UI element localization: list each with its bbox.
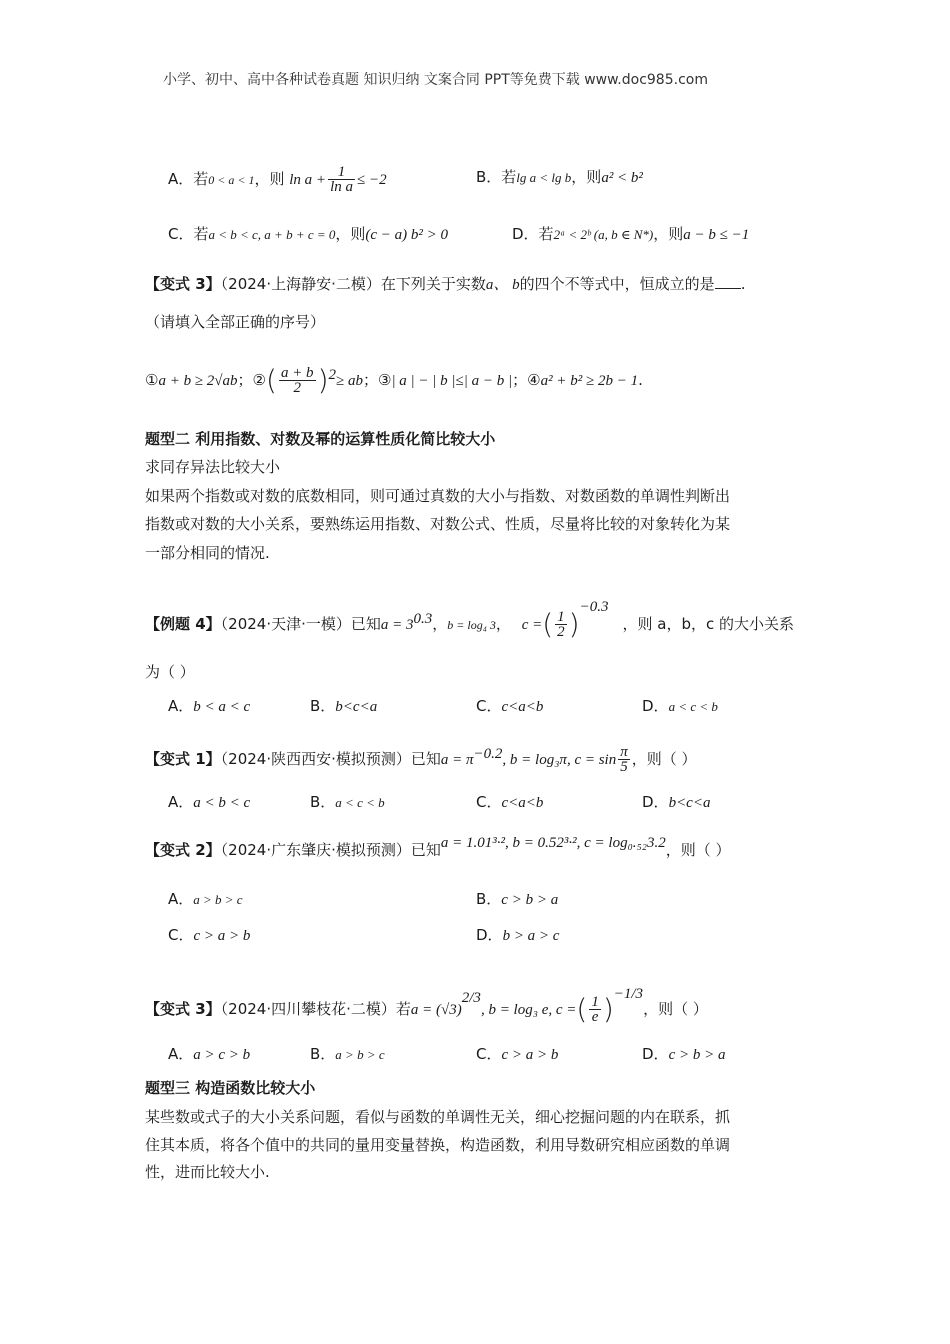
paren-open: ( xyxy=(576,992,588,1026)
expression-2: , b = log₃π, c = sin xyxy=(502,752,617,768)
a-exponent: 2/3 xyxy=(461,990,481,1006)
source: （2024·天津·一模） xyxy=(220,615,351,633)
variant3a-items xyxy=(145,365,643,395)
frac-num: 1 xyxy=(557,609,565,625)
condition: lg a < lg b xyxy=(516,170,572,185)
separator: ；② xyxy=(237,371,266,389)
option-label: A． xyxy=(168,890,194,908)
example4-line1 xyxy=(145,597,794,639)
variant1-line1 xyxy=(145,744,697,774)
paren-close: ) xyxy=(317,363,329,397)
separator: ；④ xyxy=(512,371,541,389)
item-3: | a | − | b |≤| a − b | xyxy=(391,373,513,389)
option-label: A． xyxy=(168,697,194,715)
expression: a = 1.01³·², b = 0.52³·², c = log₀.₅₂3.2 xyxy=(440,835,666,851)
fraction xyxy=(618,745,630,774)
option-text: a < c < b xyxy=(668,699,718,714)
section-3-para-3: 性，进而比较大小. xyxy=(145,1163,270,1181)
option-label: C． xyxy=(476,697,502,715)
c-fraction xyxy=(589,995,601,1024)
item-1-label: ① xyxy=(145,371,159,389)
end-period: . xyxy=(638,371,643,389)
option-C-prev xyxy=(168,224,448,245)
variant-label: 【变式 3】 xyxy=(145,1000,221,1018)
option-label: C． xyxy=(476,793,502,811)
c-fraction xyxy=(555,610,567,639)
option-text: a < c < b xyxy=(335,795,385,810)
variant2-option-B[interactable] xyxy=(476,889,558,910)
then-text: ，则 xyxy=(653,225,684,243)
option-text: a > c > b xyxy=(193,1047,251,1063)
option-text: c<a<b xyxy=(501,795,544,811)
question-text: 已知 xyxy=(410,750,441,768)
c-exponent: −0.3 xyxy=(579,599,609,615)
option-B-prev xyxy=(476,167,643,188)
period: . xyxy=(740,275,746,293)
option-label: B． xyxy=(310,697,336,715)
variant3b-option-C[interactable] xyxy=(476,1044,558,1065)
frac-den: 5 xyxy=(620,759,628,775)
bc-expression: , b = log₃ e, c = xyxy=(480,1002,577,1018)
option-D-prev xyxy=(512,224,749,245)
variant-label: 【变式 3】 xyxy=(145,275,221,293)
paren-open: ( xyxy=(542,607,554,641)
variables: a、 b xyxy=(485,277,520,293)
option-label: C．若 xyxy=(168,225,209,243)
source: （2024·陕西西安·模拟预测） xyxy=(220,750,411,768)
variant3b-option-D[interactable] xyxy=(642,1044,725,1065)
frac-num: 1 xyxy=(328,165,355,180)
b-definition: b = log₄ 3 xyxy=(447,618,496,632)
variant3a-line1 xyxy=(145,274,745,295)
separator: ， xyxy=(495,615,511,633)
fraction xyxy=(328,165,355,194)
a-definition: a = 3 xyxy=(380,617,414,633)
frac-den: ln a xyxy=(330,179,353,195)
variant1-option-D[interactable] xyxy=(642,792,710,813)
frac-den: 2 xyxy=(557,624,565,640)
frac-num: 1 xyxy=(591,994,599,1010)
exponent: −0.2 xyxy=(473,746,503,762)
question-text: 在下列关于实数 xyxy=(380,275,486,293)
expression: a² < b² xyxy=(601,170,643,186)
example4-option-C[interactable] xyxy=(476,696,543,717)
example4-line2: 为（ ） xyxy=(145,663,195,681)
variant2-option-C[interactable] xyxy=(168,925,250,946)
option-text: c > a > b xyxy=(193,928,251,944)
option-text: c > b > a xyxy=(501,892,559,908)
page-header: 小学、初中、高中各种试卷真题 知识归纳 文案合同 PPT等免费下载 www.doc985.com xyxy=(163,72,708,88)
question-text-2: ，则（ ） xyxy=(665,841,731,859)
example-label: 【例题 4】 xyxy=(145,615,221,633)
variant-label: 【变式 1】 xyxy=(145,750,221,768)
example4-option-A[interactable] xyxy=(168,696,250,717)
option-text: a > b > c xyxy=(335,1047,385,1062)
variant1-option-B[interactable] xyxy=(310,792,385,813)
frac-num: π xyxy=(620,744,628,760)
paren-close: ) xyxy=(568,607,580,641)
a-expression: a = (√3) xyxy=(410,1002,462,1018)
option-label: D． xyxy=(642,1045,669,1063)
item-2-fraction xyxy=(279,366,316,395)
section-2-subtitle: 求同存异法比较大小 xyxy=(145,458,281,476)
option-text: c > b > a xyxy=(668,1047,726,1063)
paren-close: ) xyxy=(602,992,614,1026)
separator: ， xyxy=(432,615,448,633)
option-text: b<c<a xyxy=(335,699,378,715)
question-text: 已知 xyxy=(410,841,441,859)
option-text: b < a < c xyxy=(193,699,251,715)
c-exponent: −1/3 xyxy=(613,986,644,1002)
frac-num: a + b xyxy=(280,365,314,381)
example4-option-D[interactable] xyxy=(642,696,718,717)
option-label: B． xyxy=(310,793,336,811)
expr-rhs: ≤ −2 xyxy=(356,172,387,188)
option-text: b<c<a xyxy=(668,795,711,811)
option-label: D． xyxy=(642,793,669,811)
option-label: B． xyxy=(310,1045,336,1063)
a-exponent: 0.3 xyxy=(413,611,433,627)
option-label: A．若 xyxy=(168,170,209,188)
answer-blank xyxy=(715,288,741,289)
option-text: a < b < c xyxy=(193,795,251,811)
variant-label: 【变式 2】 xyxy=(145,841,221,859)
variant2-option-D[interactable] xyxy=(476,925,559,946)
condition: 0 < a < 1 xyxy=(208,173,255,187)
variant2-option-A[interactable] xyxy=(168,889,243,910)
source: （2024·上海静安·二模） xyxy=(220,275,381,293)
question-text: 若 xyxy=(395,1000,411,1018)
then-text: ，则 xyxy=(335,225,366,243)
section-2-title: 题型二 利用指数、对数及幂的运算性质化简比较大小 xyxy=(145,430,496,448)
then-text: ，则 xyxy=(571,168,602,186)
question-text-2: 的四个不等式中，恒成立的是 xyxy=(519,275,715,293)
section-2-para-2: 指数或对数的大小关系，要熟练运用指数、对数公式、性质，尽量将比较的对象转化为某 xyxy=(145,515,731,533)
item-2-rhs: ≥ ab xyxy=(336,373,363,389)
option-text: b > a > c xyxy=(502,928,560,944)
condition: 2ᵃ < 2ᵇ (a, b ∈ N*) xyxy=(553,227,654,242)
option-label: A． xyxy=(168,793,194,811)
variant3b-option-A[interactable] xyxy=(168,1044,250,1065)
variant3b-option-B[interactable] xyxy=(310,1044,385,1065)
source: （2024·四川攀枝花·二模） xyxy=(220,1000,396,1018)
option-label: B． xyxy=(476,890,502,908)
then-text: ，则 xyxy=(254,170,285,188)
section-3-para-2: 住其本质，将各个值中的共同的量用变量替换，构造函数，利用导数研究相应函数的单调 xyxy=(145,1136,731,1154)
option-label: D． xyxy=(642,697,669,715)
variant1-option-C[interactable] xyxy=(476,792,543,813)
variant3b-line1 xyxy=(145,984,708,1024)
variant3a-line2: （请填入全部正确的序号） xyxy=(145,313,326,331)
condition: a < b < c, a + b + c = 0 xyxy=(208,227,336,242)
c-lhs: c = xyxy=(521,617,543,633)
expression: a − b ≤ −1 xyxy=(683,227,750,243)
exponent: 2 xyxy=(328,367,336,383)
source: （2024·广东肇庆·模拟预测） xyxy=(220,841,411,859)
option-text: a > b > c xyxy=(193,892,243,907)
expression: a = π xyxy=(440,752,474,768)
option-label: A． xyxy=(168,1045,194,1063)
example4-option-B[interactable] xyxy=(310,696,377,717)
expr-lhs: ln a + xyxy=(289,172,327,188)
option-A-prev xyxy=(168,165,387,194)
frac-den: e xyxy=(591,1009,599,1025)
expression: (c − a) b² > 0 xyxy=(365,227,449,243)
section-2-para-1: 如果两个指数或对数的底数相同，则可通过真数的大小与指数、对数函数的单调性判断出 xyxy=(145,487,731,505)
separator: ；③ xyxy=(362,371,392,389)
item-4: a² + b² ≥ 2b − 1 xyxy=(540,373,639,389)
question-text-2: ，则（ ） xyxy=(631,750,697,768)
section-2-para-3: 一部分相同的情况. xyxy=(145,544,270,562)
item-1: a + b ≥ 2√ab xyxy=(158,373,238,389)
option-text: c<a<b xyxy=(501,699,544,715)
option-label: D．若 xyxy=(512,225,554,243)
paren-open: ( xyxy=(266,363,277,397)
frac-den: 2 xyxy=(293,380,301,396)
question-text-2: ，则 a，b，c 的大小关系 xyxy=(622,615,794,633)
variant2-line1 xyxy=(145,835,731,861)
section-3-para-1: 某些数或式子的大小关系问题，看似与函数的单调性无关，细心挖掘问题的内在联系，抓 xyxy=(145,1108,731,1126)
option-label: D． xyxy=(476,926,503,944)
option-label: C． xyxy=(476,1045,502,1063)
section-3-title: 题型三 构造函数比较大小 xyxy=(145,1079,316,1097)
option-label: C． xyxy=(168,926,194,944)
question-text-2: ，则（ ） xyxy=(643,1000,708,1018)
option-text: c > a > b xyxy=(501,1047,559,1063)
question-text: 已知 xyxy=(350,615,381,633)
variant1-option-A[interactable] xyxy=(168,792,250,813)
option-label: B．若 xyxy=(476,168,517,186)
